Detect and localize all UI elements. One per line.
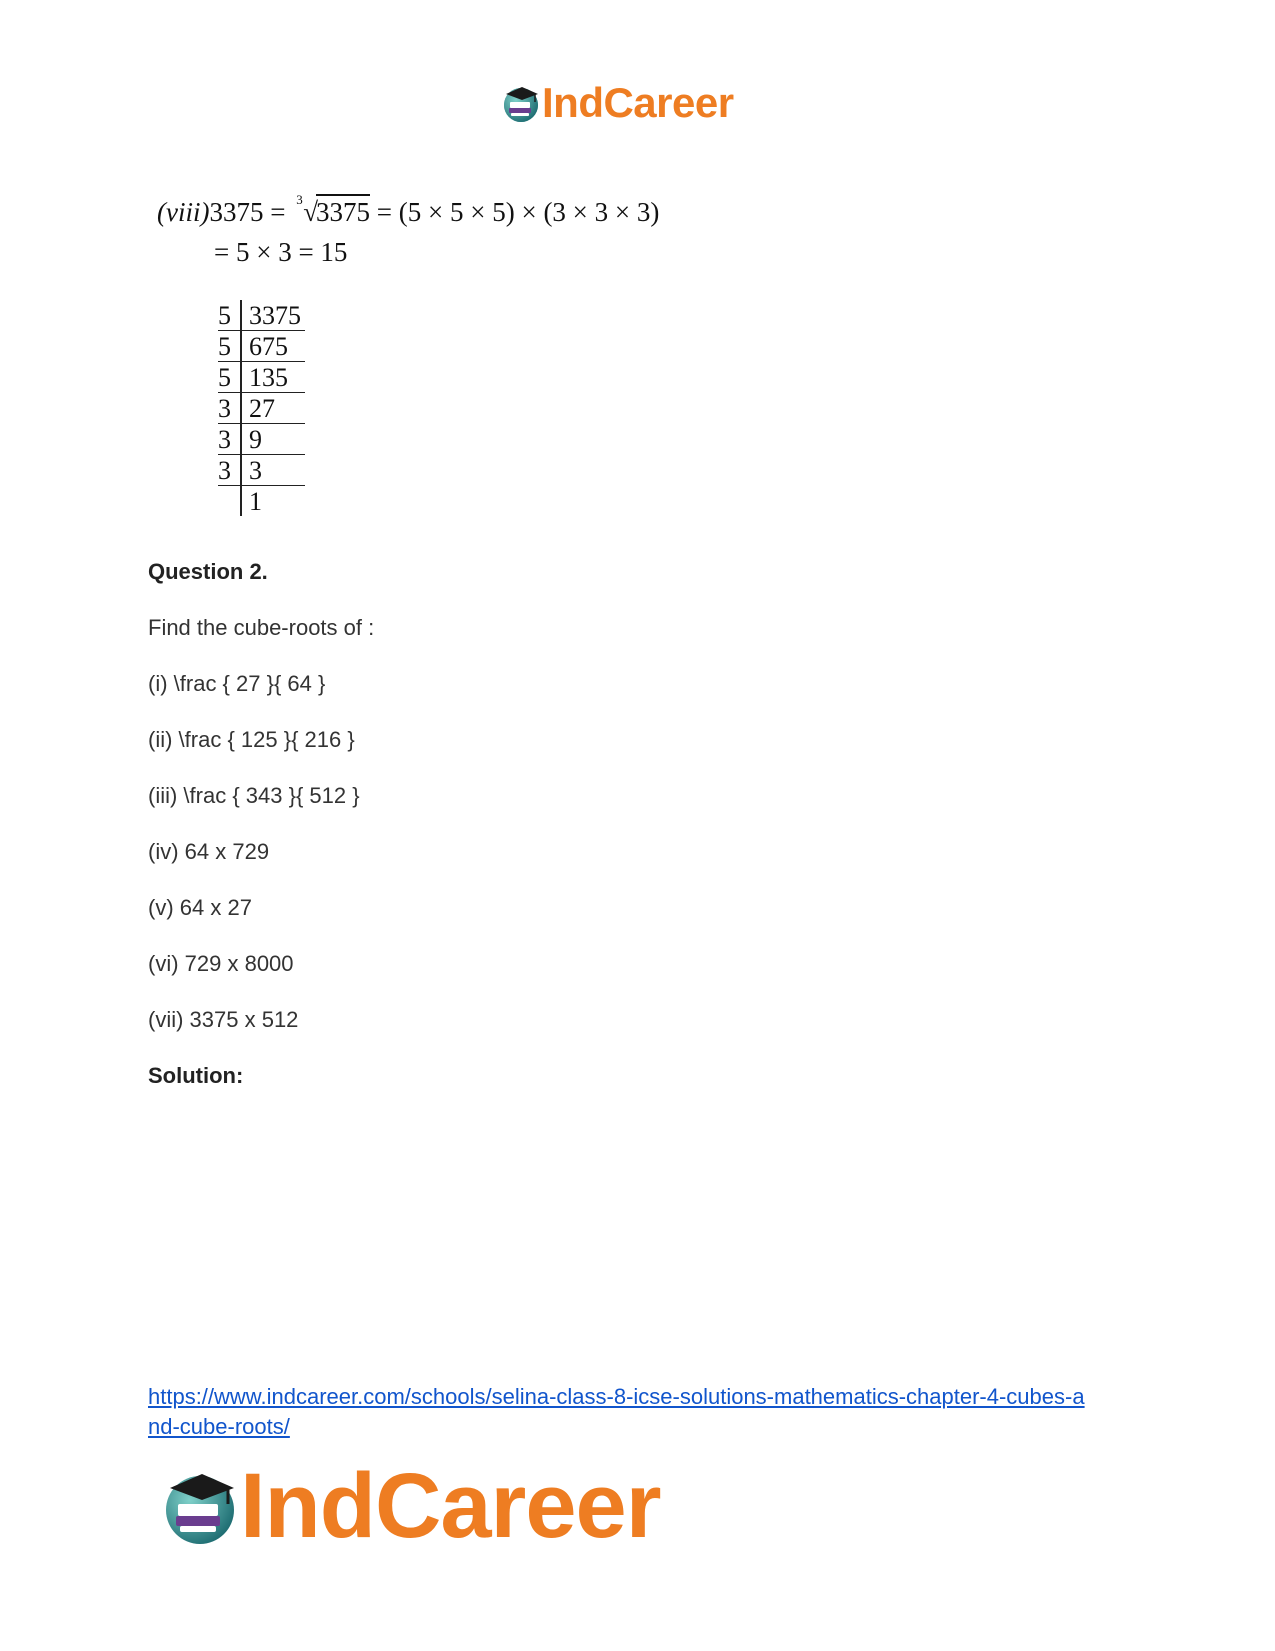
graduation-cap-book-globe-icon bbox=[158, 1464, 242, 1548]
question-item: (ii) \frac { 125 }{ 216 } bbox=[148, 727, 355, 752]
graduation-cap-book-globe-icon bbox=[500, 82, 542, 124]
source-link[interactable] bbox=[148, 1382, 1148, 1442]
factor-row bbox=[218, 393, 305, 424]
factor-divisor: 3 bbox=[218, 393, 241, 424]
factor-divisor: 3 bbox=[218, 424, 241, 455]
factor-row bbox=[218, 331, 305, 362]
equation-lhs: 3375 = bbox=[209, 197, 286, 227]
question-item: (vii) 3375 x 512 bbox=[148, 1007, 299, 1032]
footer-logo bbox=[158, 1454, 661, 1557]
question-item: (vi) 729 x 8000 bbox=[148, 951, 294, 976]
source-link-line-1[interactable]: https://www.indcareer.com/schools/selina-class-8-icse-solutions-mathematics-chapter-4-cubes-a bbox=[148, 1384, 1085, 1409]
factor-row bbox=[218, 300, 305, 331]
question-item: (iv) 64 x 729 bbox=[148, 839, 270, 864]
factor-row bbox=[218, 362, 305, 393]
header-logo bbox=[500, 78, 734, 128]
logo-wordmark: IndCareer bbox=[542, 79, 734, 126]
radicand: 3375 bbox=[316, 194, 370, 228]
question-title: Question 2. bbox=[148, 559, 268, 584]
factor-divisor bbox=[218, 486, 241, 517]
question-item: (i) \frac { 27 }{ 64 } bbox=[148, 671, 326, 696]
factor-value: 3375 bbox=[241, 300, 305, 331]
factor-row bbox=[218, 424, 305, 455]
factor-value: 1 bbox=[249, 487, 262, 516]
logo-wordmark: IndCareer bbox=[240, 1454, 661, 1557]
factor-value: 135 bbox=[241, 362, 305, 393]
source-link-line-2[interactable]: nd-cube-roots/ bbox=[148, 1414, 290, 1439]
factor-value: 27 bbox=[241, 393, 305, 424]
factor-value: 675 bbox=[241, 331, 305, 362]
factor-divisor: 5 bbox=[218, 331, 241, 362]
equation-label: (viii) bbox=[157, 197, 210, 227]
factor-divisor: 5 bbox=[218, 362, 241, 393]
equation-line-1 bbox=[157, 194, 659, 228]
cube-root-expression bbox=[298, 194, 370, 228]
factor-value: 3 bbox=[241, 455, 305, 486]
solution-label: Solution: bbox=[148, 1063, 244, 1088]
radical-sign-icon: √ bbox=[303, 197, 319, 227]
question-item: (v) 64 x 27 bbox=[148, 895, 252, 920]
question-prompt: Find the cube-roots of : bbox=[148, 615, 375, 640]
factor-row bbox=[218, 486, 305, 517]
factor-divisor: 5 bbox=[218, 300, 241, 331]
prime-factorization-table bbox=[218, 300, 305, 516]
factor-value: 9 bbox=[241, 424, 305, 455]
equation-rhs: = (5 × 5 × 5) × (3 × 3 × 3) bbox=[376, 197, 660, 227]
factor-divisor: 3 bbox=[218, 455, 241, 486]
question-item: (iii) \frac { 343 }{ 512 } bbox=[148, 783, 360, 808]
factor-row bbox=[218, 455, 305, 486]
root-index: 3 bbox=[296, 192, 303, 207]
equation-line-2: = 5 × 3 = 15 bbox=[214, 237, 348, 267]
